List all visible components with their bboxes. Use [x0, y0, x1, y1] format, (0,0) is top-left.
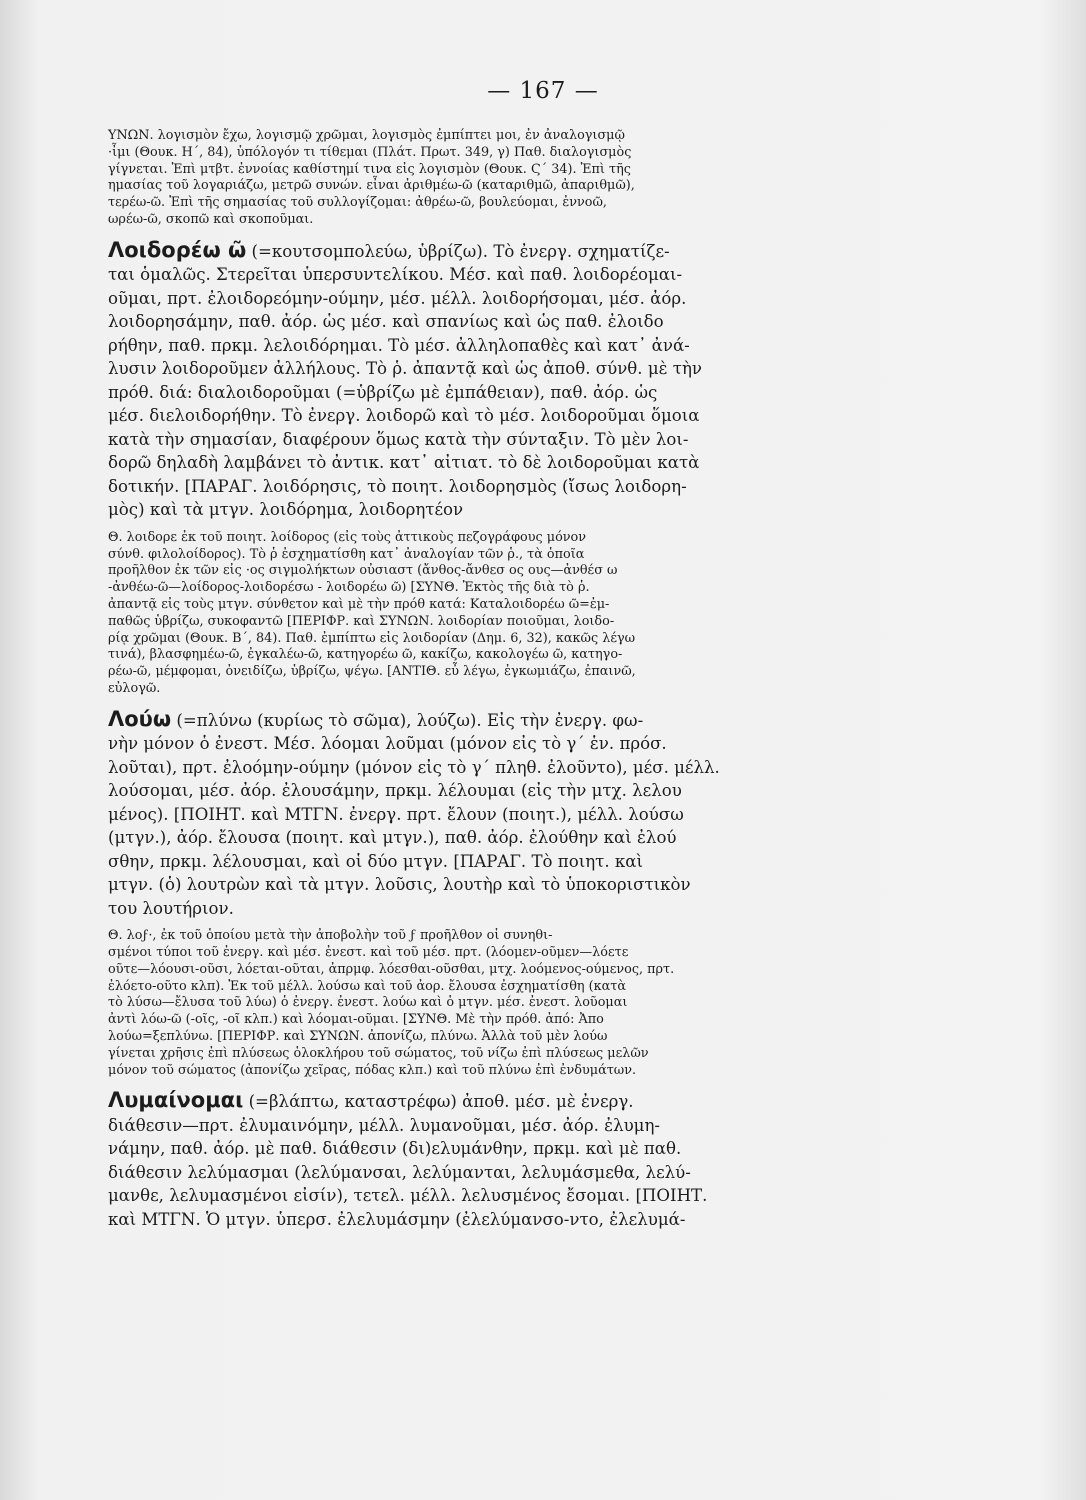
text-line: μτγν. (ὁ) λουτρὼν καὶ τὰ μτγν. λοῦσις, λουτὴρ καὶ τὸ ὑποκοριστικὸν	[108, 875, 691, 895]
note-line: παθῶς ὑβρίζω, συκοφαντῶ [ΠΕΡΙΦΡ. καὶ ΣΥΝΩΝ. λοιδορίαν ποιοῦμαι, λοιδο-	[108, 613, 615, 629]
note-line: λούω=ξεπλύνω. [ΠΕΡΙΦΡ. καὶ ΣΥΝΩΝ. ἀπονίζω, πλύνω. Ἀλλὰ τοῦ μὲν λούω	[108, 1029, 608, 1045]
text-line: ρήθην, παθ. πρκμ. λελοιδόρημαι. Τὸ μέσ. ἀλληλοπαθὲς καὶ κατ᾽ ἀνά-	[108, 335, 690, 355]
note-line: ἐλόετο-οῦτο κλπ). Ἐκ τοῦ μέλλ. λούσω καὶ τοῦ ἀορ. ἔλουσα ἐσχηματίσθη (κατὰ	[108, 978, 627, 994]
text-line: οῦμαι, πρτ. ἐλοιδορεόμην-ούμην, μέσ. μέλλ. λοιδορήσομαι, μέσ. ἀόρ.	[108, 288, 687, 308]
note-line: τὸ λύσω—ἔλυσα τοῦ λύω) ὁ ἐνεργ. ἐνεστ. λούω καὶ ὁ μτγν. μέσ. ἐνεστ. λοῦομαι	[108, 995, 628, 1011]
note-line: τινά), βλασφημέω-ῶ, ἐγκαλέω-ῶ, κατηγορέω ῶ, κακίζω, κακολογέω ῶ, κατηγο-	[108, 647, 623, 663]
text-line: γίγνεται. Ἐπὶ μτβτ. ἐννοίας καθίστημί τινα εἰς λογισμὸν (Θουκ. Ϛ΄ 34). Ἐπὶ τῆς	[108, 161, 631, 177]
note-line: σύνθ. φιλολοίδορος). Τὸ ῥ ἐσχηματίσθη κατ᾽ ἀναλογίαν τῶν ῥ., τὰ ὁποῖα	[108, 546, 585, 562]
text-line: νὴν μόνον ὁ ἐνεστ. Μέσ. λόομαι λοῦμαι (μόνον εἰς τὸ γ΄ ἑν. πρόσ.	[108, 734, 667, 754]
text-line: σθην, πρκμ. λέλουσμαι, καὶ οἱ δύο μτγν. [ΠΑΡΑΓ. Τὸ ποιητ. καὶ	[108, 851, 643, 871]
note-line: μόνον τοῦ σώματος (ἀπονίζω χεῖρας, πόδας κλπ.) καὶ τοῦ πλύνω ἐπὶ ἐνδυμάτων.	[108, 1062, 637, 1078]
entry-first-line	[108, 708, 918, 733]
etymology-notes	[108, 928, 918, 1079]
text-line: κατὰ τὴν σημασίαν, διαφέρουν ὅμως κατὰ τὴν σύνταξιν. Τὸ μὲν λοι-	[108, 429, 689, 449]
note-line: ρίᾳ χρῶμαι (Θουκ. Β΄, 84). Παθ. ἐμπίπτω εἰς λοιδορίαν (Δημ. 6, 32), κακῶς λέγω	[108, 630, 636, 646]
text-line: μανθε, λελυμασμένοι εἰσίν), τετελ. μέλλ. λελυσμένος ἔσομαι. [ΠΟΙΗΤ.	[108, 1186, 708, 1206]
text-line: πρόθ. διά: διαλοιδοροῦμαι (=ὑβρίζω μὲ ἐμπάθειαν), παθ. ἀόρ. ὡς	[108, 382, 658, 402]
note-line: εὐλογῶ.	[108, 680, 161, 696]
text-column	[108, 128, 918, 1231]
synonyms-block-continued	[108, 128, 918, 229]
text-line: ωρέω-ῶ, σκοπῶ καὶ σκοποῦμαι.	[108, 211, 314, 227]
note-line: γίνεται χρῆσις ἐπὶ πλύσεως ὁλοκλήρου τοῦ σώματος, τοῦ νίζω ἐπὶ πλύσεως μελῶν	[108, 1045, 649, 1061]
text-line: διάθεσιν λελύμασμαι (λελύμανσαι, λελύμανται, λελυμάσμεθα, λελύ-	[108, 1162, 691, 1182]
note-line: Θ. λοϝ·, ἐκ τοῦ ὁποίου μετὰ τὴν ἀποβολὴν τοῦ ϝ προῆλθον οἱ συνηθι-	[108, 928, 553, 944]
text-line: λυσιν λοιδοροῦμεν ἀλλήλους. Τὸ ῥ. ἀπαντᾷ καὶ ὡς ἀποθ. σύνθ. μὲ τὴν	[108, 359, 703, 379]
text-line: (μτγν.), ἀόρ. ἔλουσα (ποιητ. καὶ μτγν.), παθ. ἀόρ. ἐλούθην καὶ ἐλού	[108, 828, 677, 848]
entry-loidoreo	[108, 239, 918, 698]
text-span: (=βλάπτω, καταστρέφω) ἀποθ. μέσ. μὲ ἐνεργ.	[248, 1092, 634, 1112]
text-span: (=κουτσομπολεύω, ὑβρίζω). Τὸ ἐνεργ. σχηματίζε-	[251, 241, 670, 261]
text-line: ημασίας τοῦ λογαριάζω, μετρῶ συνών. εἶναι ἀριθμέω-ῶ (καταριθμῶ, ἀπαριθμῶ),	[108, 178, 635, 194]
text-line: μὸς) καὶ τὰ μτγν. λοιδόρημα, λοιδορητέον	[108, 500, 464, 520]
text-line: νάμην, παθ. ἀόρ. μὲ παθ. διάθεσιν (δι)ελυμάνθην, πρκμ. καὶ μὲ παθ.	[108, 1139, 682, 1159]
text-line: τερέω-ῶ. Ἐπὶ τῆς σημασίας τοῦ συλλογίζομαι: ἀθρέω-ῶ, βουλεύομαι, ἐννοῶ,	[108, 195, 607, 211]
text-line: του λουτήριον.	[108, 898, 234, 918]
page-number: — 167 —	[487, 78, 599, 104]
note-line: -ἀνθέω-ῶ—λοίδορος-λοιδορέσω - λοιδορέω ῶ) [ΣΥΝΘ. Ἐκτὸς τῆς διὰ τὸ ῥ.	[108, 580, 590, 596]
note-line: Θ. λοιδορε ἐκ τοῦ ποιητ. λοίδορος (εἰς τοὺς ἀττικοὺς πεζογράφους μόνον	[108, 529, 587, 545]
entry-first-line	[108, 239, 918, 264]
text-line: λοιδορησάμην, παθ. ἀόρ. ὡς μέσ. καὶ σπανίως καὶ ὡς παθ. ἐλοιδο	[108, 312, 664, 332]
text-line: ται ὁμαλῶς. Στερεῖται ὑπερσυντελίκου. Μέσ. καὶ παθ. λοιδορέομαι-	[108, 265, 683, 285]
text-line: καὶ ΜΤΓΝ. Ὁ μτγν. ὑπερσ. ἐλελυμάσμην (ἐλελύμανσο-ντο, ἐλελυμά-	[108, 1209, 686, 1229]
note-line: ἀντὶ λόω-ῶ (-οῖς, -οῖ κλπ.) καὶ λόομαι-οῦμαι. [ΣΥΝΘ. Μὲ τὴν πρόθ. ἀπό: Ἀπο	[108, 1012, 604, 1028]
text-line: μέσ. διελοιδορήθην. Τὸ ἐνεργ. λοιδορῶ καὶ τὸ μέσ. λοιδοροῦμαι ὅμοια	[108, 406, 700, 426]
text-line: λοῦται), πρτ. ἐλοόμην-ούμην (μόνον εἰς τὸ γ΄ πληθ. ἐλοῦντο), μέσ. μέλλ.	[108, 757, 720, 777]
text-span: (=πλύνω (κυρίως τὸ σῶμα), λούζω). Εἰς τὴν ἐνεργ. φω-	[176, 710, 644, 730]
note-line: οῦτε—λόουσι-οῦσι, λόεται-οῦται, ἀπρμφ. λόεσθαι-οῦσθαι, μτχ. λοόμενος-ούμενος, πρτ.	[108, 961, 675, 977]
note-line: ἀπαντᾷ εἰς τοὺς μτγν. σύνθετον καὶ μὲ τὴν πρόθ κατά: Καταλοιδορέω ῶ=ἐμ-	[108, 596, 610, 612]
text-line: μένος). [ΠΟΙΗΤ. καὶ ΜΤΓΝ. ἐνεργ. πρτ. ἔλουν (ποιητ.), μέλλ. λούσω	[108, 804, 684, 824]
text-line: λούσομαι, μέσ. ἀόρ. ἐλουσάμην, πρκμ. λέλουμαι (εἰς τὴν μτχ. λελου	[108, 781, 682, 801]
note-line: σμένοι τύποι τοῦ ἐνεργ. καὶ μέσ. ἐνεστ. καὶ τοῦ μέσ. πρτ. (λόομεν-οῦμεν—λόετε	[108, 945, 629, 961]
entry-louo	[108, 708, 918, 1080]
text-line: ·ἶμι (Θουκ. Η΄, 84), ὑπόλογόν τι τίθεμαι (Πλάτ. Πρωτ. 349, γ) Παθ. διαλογισμὸς	[108, 144, 632, 160]
headword: Λοιδορέω ῶ	[108, 237, 247, 262]
headword: Λυμαίνομαι	[108, 1088, 244, 1113]
text-line: διάθεσιν—πρτ. ἐλυμαινόμην, μέλλ. λυμανοῦμαι, μέσ. ἀόρ. ἐλυμη-	[108, 1115, 661, 1135]
etymology-notes	[108, 530, 918, 698]
text-line: δορῶ δηλαδὴ λαμβάνει τὸ ἀντικ. κατ᾽ αἰτιατ. τὸ δὲ λοιδοροῦμαι κατὰ	[108, 453, 700, 473]
headword: Λούω	[108, 706, 172, 731]
entry-first-line	[108, 1089, 918, 1114]
text-line: ΥΝΩΝ. λογισμὸν ἔχω, λογισμῷ χρῶμαι, λογισμὸς ἐμπίπτει μοι, ἐν ἀναλογισμῷ	[108, 128, 625, 143]
entry-lymainomai	[108, 1089, 918, 1231]
note-line: ρέω-ῶ, μέμφομαι, ὀνειδίζω, ὑβρίζω, ψέγω. [ΑΝΤΙΘ. εὖ λέγω, ἐγκωμιάζω, ἐπαινῶ,	[108, 664, 636, 680]
note-line: προῆλθον ἐκ τῶν εἰς ·ος σιγμολήκτων οὐσιαστ (ἄνθος-ἄνθεσ ος ους—ἀνθέσ ω	[108, 563, 618, 579]
text-line: δοτικήν. [ΠΑΡΑΓ. λοιδόρησις, τὸ ποιητ. λοιδορησμὸς (ἴσως λοιδορη-	[108, 476, 687, 496]
